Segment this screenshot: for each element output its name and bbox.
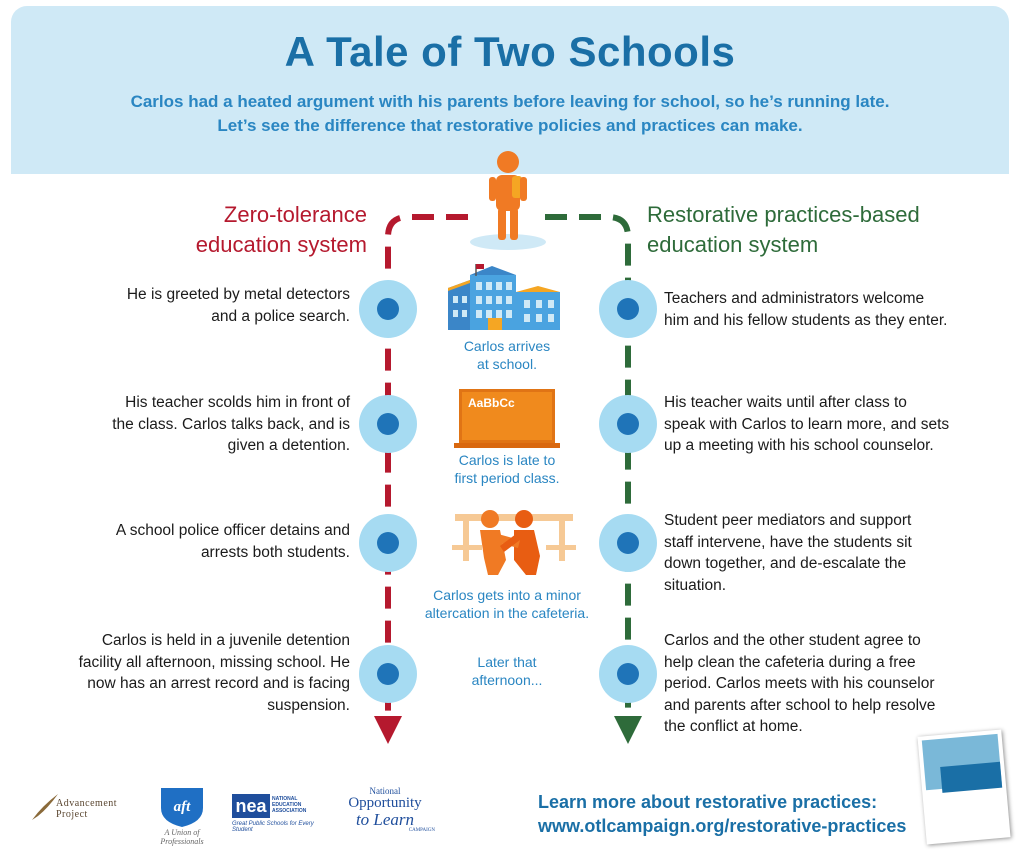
restorative-arrow-icon <box>614 716 642 744</box>
event-caption-1: Carlos arrives at school. <box>463 338 551 372</box>
zero-tolerance-title: Zero-tolerance education system <box>195 202 367 257</box>
zero-tolerance-step-2: His teacher scolds him in front of the class. Carlos talks back, and is given a detention. <box>112 394 350 454</box>
restorative-title: Restorative practices-based education system <box>647 202 920 257</box>
restorative-step-4: Carlos and the other student agree to help clean the cafeteria during a free period. Carlos meets with his counselor and parents after school to help resolve the conflict at home. <box>664 632 936 735</box>
altercation-icon <box>452 510 576 575</box>
learn-more-link[interactable]: www.otlcampaign.org/restorative-practices <box>538 816 907 836</box>
restorative-node-1 <box>599 280 657 338</box>
zero-tolerance-step-3: A school police officer detains and arrests both students. <box>115 522 350 561</box>
event-caption-3: Carlos gets into a minor altercation in the cafeteria. <box>424 587 590 621</box>
chalkboard-tray <box>454 443 560 448</box>
event-caption-2: Carlos is late to first period class. <box>454 452 560 486</box>
restorative-step-1: Teachers and administrators welcome him and his fellow students as they enter. <box>664 290 948 329</box>
restorative-node-3 <box>599 514 657 572</box>
page-title: A Tale of Two Schools <box>284 28 736 75</box>
report-thumbnail[interactable] <box>917 730 1010 845</box>
subtitle-line-2: Let’s see the difference that restorative policies and practices can make. <box>217 116 803 135</box>
zero-tolerance-node-1 <box>359 280 417 338</box>
restorative-step-3: Student peer mediators and support staff intervene, have the students sit down together, and de-escalate the situation. <box>664 512 912 594</box>
event-caption-4: Later that afternoon... <box>471 654 543 688</box>
school-building-icon <box>448 264 560 330</box>
restorative-node-4 <box>599 645 657 703</box>
learn-more-heading: Learn more about restorative practices: <box>538 792 878 812</box>
advancement-project-logo[interactable]: Advancement Project <box>30 790 140 824</box>
aft-shield-icon <box>157 784 207 828</box>
zero-tolerance-node-2 <box>359 395 417 453</box>
chalkboard-icon: AaBbCc <box>459 389 555 443</box>
zero-tolerance-step-1: He is greeted by metal detectors and a police search. <box>126 286 350 325</box>
zero-tolerance-node-3 <box>359 514 417 572</box>
otl-campaign-logo[interactable]: National Opportunity to Learn CAMPAIGN <box>348 786 435 833</box>
svg-text:aft: aft <box>173 799 191 815</box>
restorative-step-2: His teacher waits until after class to speak with Carlos to learn more, and sets up a meeting with his school counselor. <box>664 394 950 454</box>
restorative-node-2 <box>599 395 657 453</box>
aft-logo[interactable]: aft A Union of Professionals <box>142 784 222 839</box>
student-figure-icon <box>470 151 546 250</box>
subtitle-line-1: Carlos had a heated argument with his parents before leaving for school, so he’s running late. <box>130 92 890 111</box>
zero-tolerance-step-4: Carlos is held in a juvenile detention facility all afternoon, missing school. He now has an arrest record and is facing suspension. <box>78 632 350 714</box>
zero-tolerance-arrow-icon <box>374 716 402 744</box>
nea-logo[interactable]: nea NATIONAL EDUCATION ASSOCIATION Great Public Schools for Every Student <box>232 796 314 833</box>
